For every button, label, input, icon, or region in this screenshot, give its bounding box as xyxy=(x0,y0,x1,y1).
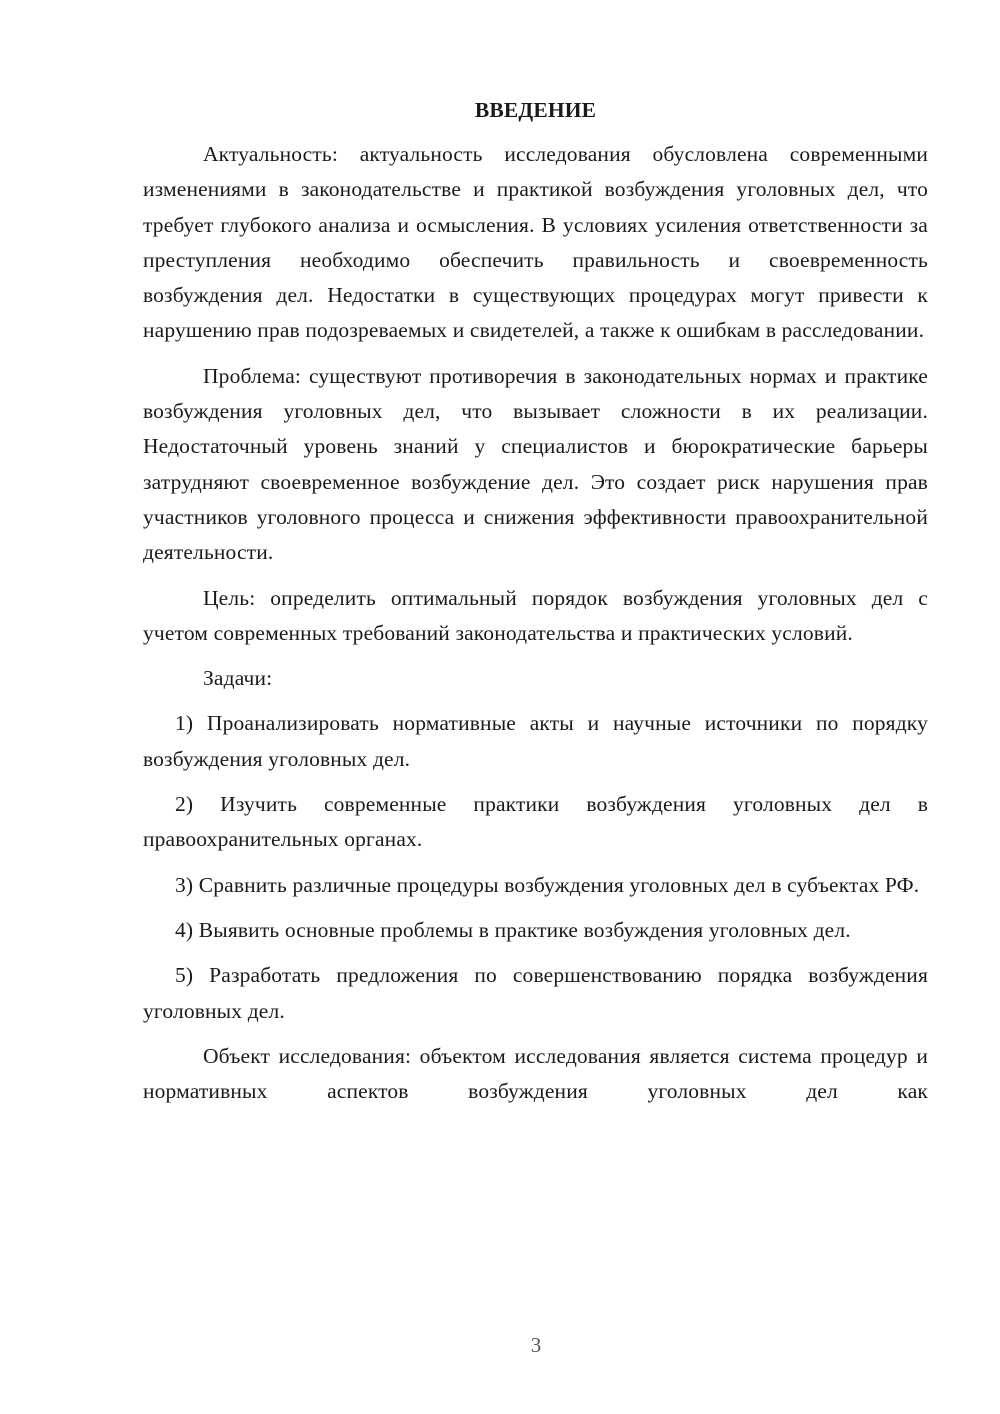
object-paragraph: Объект исследования: объектом исследования является система процедур и нормативных аспектов возбуждения уголовных дел как xyxy=(143,1043,928,1104)
tasks-heading: Задачи: xyxy=(203,666,273,691)
task-item: 3) Сравнить различные процедуры возбуждения уголовных дел в субъектах РФ. xyxy=(175,872,920,897)
task-item: 2) Изучить современные практики возбуждения уголовных дел в правоохранительных органах. xyxy=(143,792,928,852)
goal-paragraph: Цель: определить оптимальный порядок возбуждения уголовных дел с учетом современных требований законодательства и практических условий. xyxy=(143,585,928,645)
problem-paragraph: Проблема: существуют противоречия в законодательных нормах и практике возбуждения уголовных дел, что вызывает сложности в их реализации. Недостаточный уровень знаний у специалистов и бюрократические барьеры затрудняют своевременное возбуждение дел. Это создает риск нарушения прав участников уголовного процесса и снижения эффективности правоохранительной деятельности. xyxy=(143,363,928,565)
page-title: ВВЕДЕНИЕ xyxy=(474,98,597,122)
page-number: 3 xyxy=(530,1333,542,1357)
task-item: 1) Проанализировать нормативные акты и научные источники по порядку возбуждения уголовных дел. xyxy=(143,711,928,771)
page-content xyxy=(143,95,928,1119)
task-item: 5) Разработать предложения по совершенствованию порядка возбуждения уголовных дел. xyxy=(143,963,928,1023)
task-item: 4) Выявить основные проблемы в практике возбуждения уголовных дел. xyxy=(175,917,851,942)
relevance-paragraph: Актуальность: актуальность исследования обусловлена современными изменениями в законодательстве и практикой возбуждения уголовных дел, что требует глубокого анализа и осмысления. В условиях усиления ответственности за преступления необходимо обеспечить правильность и своевременность возбуждения дел. Недостатки в существующих процедурах могут привести к нарушению прав подозреваемых и свидетелей, а также к ошибкам в расследовании. xyxy=(143,142,928,343)
